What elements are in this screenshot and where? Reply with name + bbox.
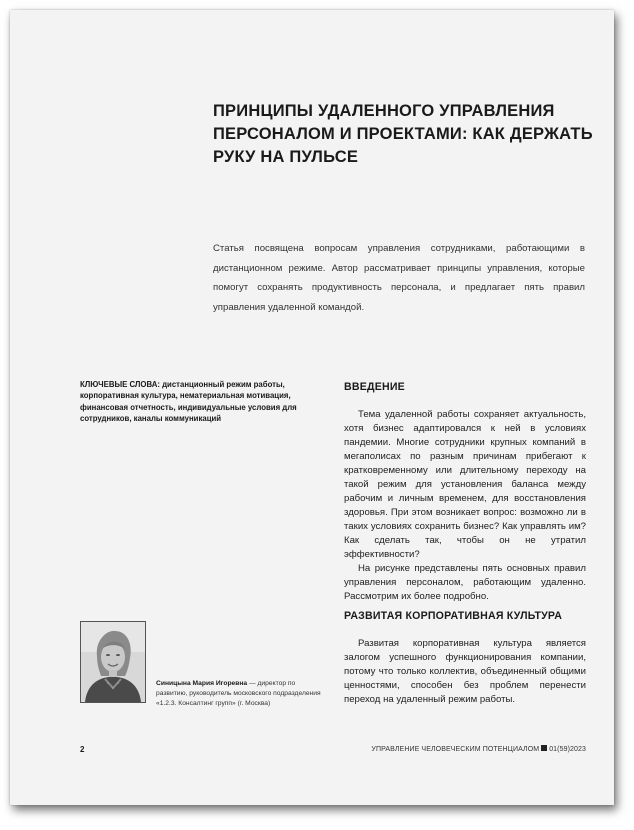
journal-footer: [371, 745, 586, 753]
journal-page: [10, 10, 614, 805]
journal-name: УПРАВЛЕНИЕ ЧЕЛОВЕЧЕСКИМ ПОТЕНЦИАЛОМ: [371, 746, 540, 753]
section-body-intro: [344, 408, 586, 604]
author-info: [156, 679, 326, 709]
journal-issue: 01(59)2023: [549, 746, 586, 753]
section-heading-culture: РАЗВИТАЯ КОРПОРАТИВНАЯ КУЛЬТУРА: [344, 610, 563, 622]
section-heading-intro: ВВЕДЕНИЕ: [344, 381, 405, 393]
keywords-label: КЛЮЧЕВЫЕ СЛОВА:: [80, 380, 160, 389]
article-title: ПРИНЦИПЫ УДАЛЕННОГО УПРАВЛЕНИЯ ПЕРСОНАЛОМ И ПРОЕКТАМИ: КАК ДЕРЖАТЬ РУКУ НА ПУЛЬСЕ: [213, 102, 593, 166]
author-description: — директор по развитию, руководитель московского подразделения «1.2.3. Консалтинг групп» (г. Москва): [156, 680, 321, 707]
section-body-culture: [344, 637, 586, 707]
keywords-text: дистанционный режим работы, корпоративная культура, нематериальная мотивация, финансовая отчетность, индивидуальные условия для сотрудников, каналы коммуникаций: [80, 380, 297, 424]
intro-paragraph-1: Тема удаленной работы сохраняет актуальность, хотя бизнес адаптировался к ней в условиях пандемии. Многие сотрудники крупных компаний в мегаполисах по разным причинам прибегают к кратковременному или длительному переходу на такой режим для установления баланса между рабочим и личным временем, для восстановления здоровья. При этом возникает вопрос: возможно ли в таких условиях сохранить бизнес? Как управлять им? Как сделать так, чтобы он не утратил эффективности?: [344, 409, 586, 560]
author-name: Синицына Мария Игоревна: [156, 680, 248, 687]
article-abstract: Статья посвящена вопросам управления сотрудниками, работающими в дистанционном режиме. Автор рассматривает принципы управления, которые помогут сохранять продуктивность персонала, и предлагает пять правил управления удаленной командой.: [213, 243, 585, 313]
page-number: 2: [80, 745, 85, 754]
keywords-block: [80, 379, 325, 425]
intro-paragraph-2: На рисунке представлены пять основных правил управления персоналом, работающим удаленно. Рассмотрим их более подробно.: [344, 563, 586, 602]
culture-paragraph-1: Развитая корпоративная культура является залогом успешного функционирования компании, потому что только коллектив, объединенный общими ценностями, способен без проблем перенести переход на удаленный режим работы.: [344, 638, 586, 705]
author-photo: [80, 621, 146, 703]
author-portrait-icon: [81, 622, 145, 702]
square-separator-icon: [541, 745, 547, 751]
